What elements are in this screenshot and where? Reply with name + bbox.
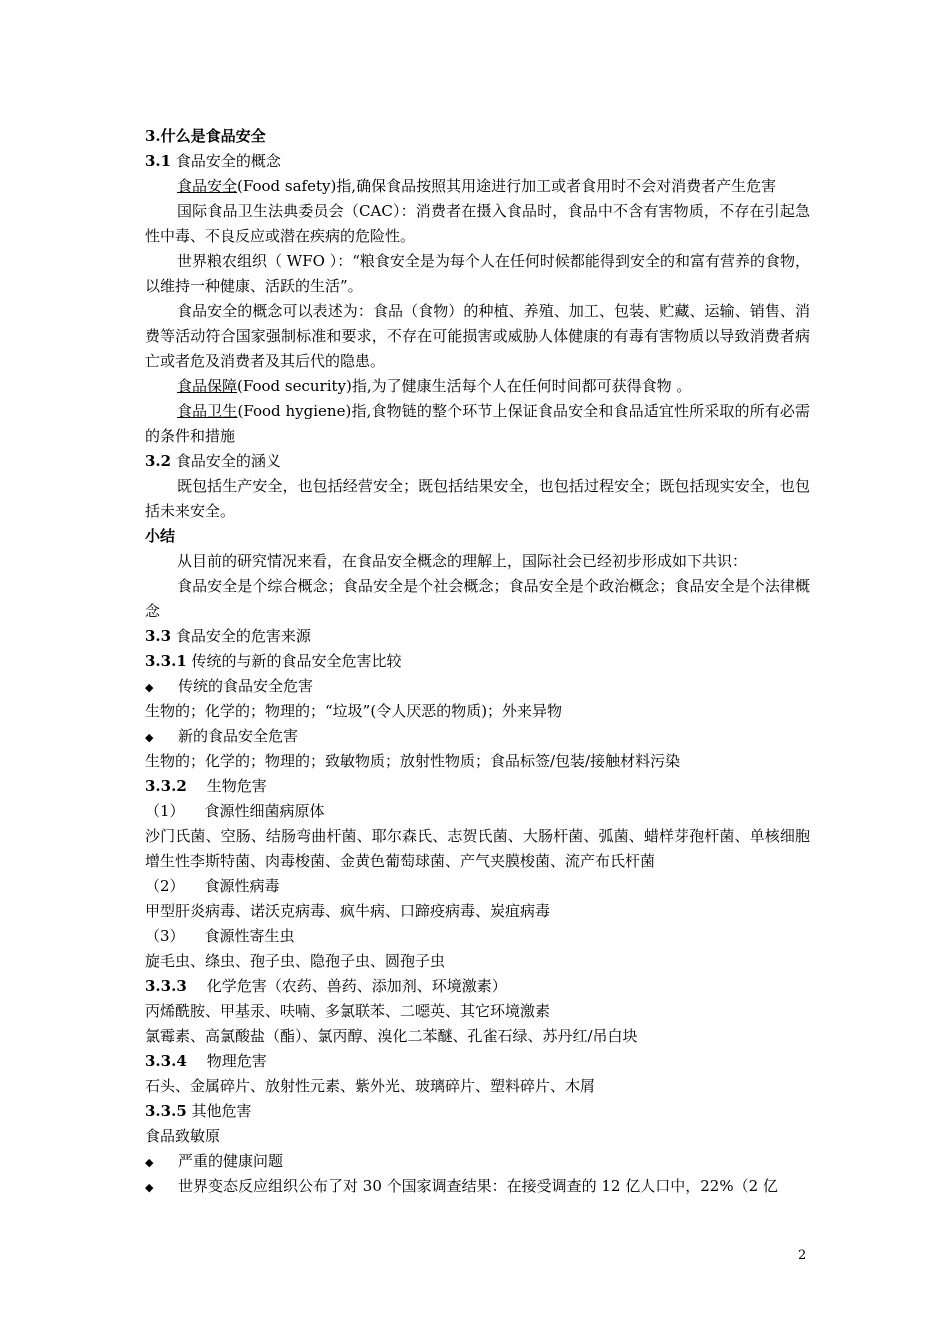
page-number: 2: [798, 1248, 807, 1263]
section-3-2-heading: 3.2 食品安全的涵义: [145, 452, 281, 470]
bio-item-3-text: 旋毛虫、绦虫、孢子虫、隐孢子虫、圆孢子虫: [145, 952, 446, 970]
section-3-3-2-heading: 3.3.2 生物危害: [145, 777, 267, 795]
food-security-term: 食品保障: [177, 377, 238, 395]
food-safety-term: 食品安全: [177, 177, 238, 195]
wfo-definition: 世界粮农组织（ WFO ）：“粮食安全是为每个人在任何时候都能得到安全的和富有营养的食物，以维持一种健康、活跃的生活”。: [145, 252, 810, 295]
document-body: [145, 124, 810, 1199]
physical-hazards-text: 石头、金属碎片、放射性元素、紫外光、玻璃碎片、塑料碎片、木屑: [145, 1077, 596, 1095]
bullet-survey: ◆ 世界变态反应组织公布了对 30 个国家调查结果：在接受调查的 12 亿人口中，22%（2 亿: [145, 1174, 810, 1199]
traditional-hazards-text: 生物的；化学的；物理的；“垃圾”(令人厌恶的物质)；外来异物: [145, 702, 563, 720]
food-hygiene-term: 食品卫生: [177, 402, 238, 420]
bullet-health-problem: ◆ 严重的健康问题: [145, 1149, 810, 1174]
section-3-heading: 3.什么是食品安全: [145, 127, 266, 145]
food-security-definition: 食品保障(Food security)指,为了健康生活每个人在任何时间都可获得食物 。: [177, 377, 692, 395]
section-3-3-4-heading: 3.3.4 物理危害: [145, 1052, 267, 1070]
allergen-label: 食品致敏原: [145, 1127, 221, 1145]
bio-item-1-heading: （1） 食源性细菌病原体: [145, 802, 325, 820]
new-hazards-text: 生物的；化学的；物理的；致敏物质；放射性物质；食品标签/包装/接触材料污染: [145, 752, 681, 770]
bio-item-2-text: 甲型肝炎病毒、诺沃克病毒、疯牛病、口蹄疫病毒、炭疽病毒: [145, 902, 551, 920]
bullet-new: ◆ 新的食品安全危害: [145, 724, 810, 749]
chemical-hazards-line-2: 氯霉素、高氯酸盐（酯）、氯丙醇、溴化二苯醚、孔雀石绿、苏丹红/吊白块: [145, 1027, 638, 1045]
section-3-3-1-heading: 3.3.1 传统的与新的食品安全危害比较: [145, 652, 402, 670]
summary-heading: 小结: [145, 527, 176, 545]
section-3-1-heading: 3.1 食品安全的概念: [145, 152, 281, 170]
food-hygiene-definition: 食品卫生(Food hygiene)指,食物链的整个环节上保证食品安全和食品适宜性所采取的所有必需的条件和措施: [145, 402, 810, 445]
summary-paragraph-1: 从目前的研究情况来看，在食品安全概念的理解上，国际社会已经初步形成如下共识：: [177, 552, 748, 570]
bio-item-1-text: 沙门氏菌、空肠、结肠弯曲杆菌、耶尔森氏、志贺氏菌、大肠杆菌、弧菌、蜡样芽孢杆菌、单核细胞增生性李斯特菌、肉毒梭菌、金黄色葡萄球菌、产气夹膜梭菌、流产布氏杆菌: [145, 827, 810, 870]
section-3-2-text: 既包括生产安全，也包括经营安全；既包括结果安全，也包括过程安全；既包括现实安全，也包括未来安全。: [145, 477, 810, 520]
food-safety-definition: 食品安全(Food safety)指,确保食品按照其用途进行加工或者食用时不会对消费者产生危害: [177, 177, 777, 195]
bio-item-2-heading: （2） 食源性病毒: [145, 877, 280, 895]
chemical-hazards-line-1: 丙烯酰胺、甲基汞、呋喃、多氯联苯、二噁英、其它环境激素: [145, 1002, 551, 1020]
summary-paragraph-2: 食品安全是个综合概念；食品安全是个社会概念；食品安全是个政治概念；食品安全是个法律概念: [145, 577, 810, 620]
diamond-bullet-icon: ◆: [145, 1181, 154, 1194]
concept-paragraph: 食品安全的概念可以表述为：食品（食物）的种植、养殖、加工、包装、贮藏、运输、销售、消费等活动符合国家强制标准和要求，不存在可能损害或威胁人体健康的有毒有害物质以导致消费者病亡或者危及消费者及其后代的隐患。: [145, 302, 810, 370]
diamond-bullet-icon: ◆: [145, 681, 154, 694]
diamond-bullet-icon: ◆: [145, 731, 154, 744]
diamond-bullet-icon: ◆: [145, 1156, 154, 1169]
bullet-traditional: ◆ 传统的食品安全危害: [145, 674, 810, 699]
cac-definition: 国际食品卫生法典委员会（CAC）：消费者在摄入食品时，食品中不含有害物质，不存在引起急性中毒、不良反应或潜在疾病的危险性。: [145, 202, 810, 245]
bio-item-3-heading: （3） 食源性寄生虫: [145, 927, 295, 945]
section-3-3-heading: 3.3 食品安全的危害来源: [145, 627, 311, 645]
section-3-3-5-heading: 3.3.5 其他危害: [145, 1102, 252, 1120]
section-3-3-3-heading: 3.3.3 化学危害（农药、兽药、添加剂、环境激素）: [145, 977, 507, 995]
